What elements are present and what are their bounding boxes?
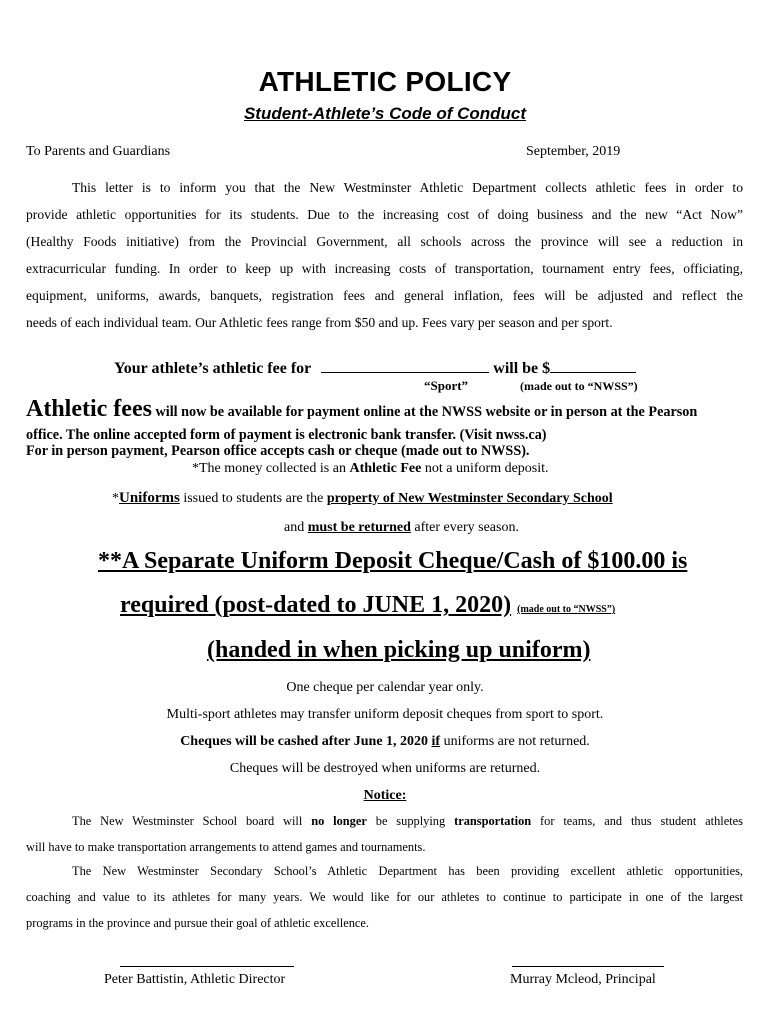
rule-3-if: if bbox=[431, 734, 441, 749]
amount-blank-field[interactable] bbox=[550, 358, 636, 373]
notice-heading: Notice: bbox=[363, 788, 407, 803]
rule-3 bbox=[0, 734, 770, 750]
rule-4: Cheques will be destroyed when uniforms are returned. bbox=[229, 761, 541, 776]
rule-3-bold: Cheques will be cashed after June 1, 2020 bbox=[180, 734, 432, 749]
notice-text: The New Westminster School board will bbox=[72, 814, 312, 828]
uniforms-line-2 bbox=[284, 520, 519, 536]
signature-right: Murray Mcleod, Principal bbox=[510, 972, 656, 987]
page-subtitle: Student-Athlete’s Code of Conduct bbox=[243, 104, 527, 123]
notice-paragraph-1 bbox=[26, 808, 743, 860]
uniforms-property: property of New Westminster Secondary School bbox=[326, 491, 613, 506]
notice-line bbox=[26, 808, 743, 834]
rule-2: Multi-sport athletes may transfer uniform deposit cheques from sport to sport. bbox=[166, 707, 604, 722]
signature-line-right bbox=[512, 966, 664, 967]
intro-line: provide athletic opportunities for its students. Due to the increasing cost of doing business and the new “Act Now” bbox=[26, 207, 743, 222]
uniforms-word: Uniforms bbox=[119, 490, 180, 506]
uniforms-after: after every season. bbox=[410, 520, 519, 535]
rule-1: One cheque per calendar year only. bbox=[286, 680, 484, 695]
intro-line: extracurricular funding. In order to keep up with increasing costs of transportation, tournament entry fees, officiating, bbox=[26, 261, 743, 276]
signature-line-left bbox=[120, 966, 294, 967]
notice-text: for teams, and thus student athletes bbox=[531, 814, 744, 828]
payment-line-1 bbox=[26, 396, 697, 423]
fee-form-line bbox=[114, 358, 636, 378]
fee-label: Your athlete’s athletic fee for bbox=[114, 360, 312, 377]
intro-line: (Healthy Foods initiative) from the Provincial Government, all schools across the province will see a reduction in bbox=[26, 234, 743, 249]
intro-line: This letter is to inform you that the New Westminster Athletic Department collects athletic fees in order to bbox=[72, 180, 743, 195]
uniforms-mid: issued to students are the bbox=[179, 491, 327, 506]
payment-line-1-rest: will now be available for payment online at the NWSS website or in person at the Pearson bbox=[151, 404, 698, 420]
fee-will-be: will be $ bbox=[493, 360, 551, 377]
deposit-line-2-main: required (post-dated to JUNE 1, 2020) bbox=[120, 592, 512, 618]
sport-caption: “Sport” bbox=[424, 378, 469, 393]
salutation: To Parents and Guardians bbox=[26, 144, 171, 159]
uniforms-and: and bbox=[284, 520, 308, 535]
uniforms-returned: must be returned bbox=[307, 520, 411, 535]
signature-left: Peter Battistin, Athletic Director bbox=[104, 972, 286, 987]
payment-note bbox=[192, 461, 549, 477]
notice-bold-transportation: transportation bbox=[454, 814, 532, 828]
letter-date: September, 2019 bbox=[526, 144, 621, 159]
intro-paragraph bbox=[26, 174, 743, 336]
intro-line: equipment, uniforms, awards, banquets, registration fees and general inflation, fees will be adjusted and reflect the bbox=[26, 288, 743, 303]
deposit-line-1: **A Separate Uniform Deposit Cheque/Cash of $100.00 is bbox=[98, 548, 688, 574]
deposit-made-out: (made out to “NWSS”) bbox=[517, 604, 616, 615]
payment-line-2: office. The online accepted form of payment is electronic bank transfer. (Visit nwss.ca) bbox=[26, 427, 547, 443]
page-title: ATHLETIC POLICY bbox=[258, 66, 512, 97]
payment-line-3: For in person payment, Pearson office accepts cash or cheque (made out to NWSS). bbox=[26, 443, 530, 459]
made-out-caption: (made out to “NWSS”) bbox=[520, 379, 638, 393]
rule-3-rest: uniforms are not returned. bbox=[440, 734, 590, 749]
deposit-line-2 bbox=[120, 592, 615, 619]
notice-paragraph-2 bbox=[26, 858, 743, 936]
notice-line: coaching and value to its athletes for many years. We would like for our athletes to continue to participate in one of the largest bbox=[26, 890, 743, 904]
sport-blank-field[interactable] bbox=[321, 358, 489, 373]
deposit-line-3: (handed in when picking up uniform) bbox=[207, 637, 591, 663]
notice-line: will have to make transportation arrangements to attend games and tournaments. bbox=[26, 840, 426, 854]
note-bold: Athletic Fee bbox=[349, 461, 422, 476]
note-prefix: *The money collected is an bbox=[192, 461, 350, 476]
intro-line: needs of each individual team. Our Athletic fees range from $50 and up. Fees vary per season and per sport. bbox=[26, 315, 613, 330]
uniforms-line-1 bbox=[112, 490, 613, 507]
notice-line: The New Westminster Secondary School’s Athletic Department has been providing excellent athletic opportunities, bbox=[72, 864, 743, 878]
note-suffix: not a uniform deposit. bbox=[421, 461, 549, 476]
notice-text: be supplying bbox=[366, 814, 455, 828]
notice-line: programs in the province and pursue their goal of athletic excellence. bbox=[26, 916, 370, 930]
uniform-star: * bbox=[112, 491, 119, 506]
notice-bold-no-longer: no longer bbox=[311, 814, 367, 828]
athletic-fees-lead: Athletic fees bbox=[26, 396, 152, 422]
